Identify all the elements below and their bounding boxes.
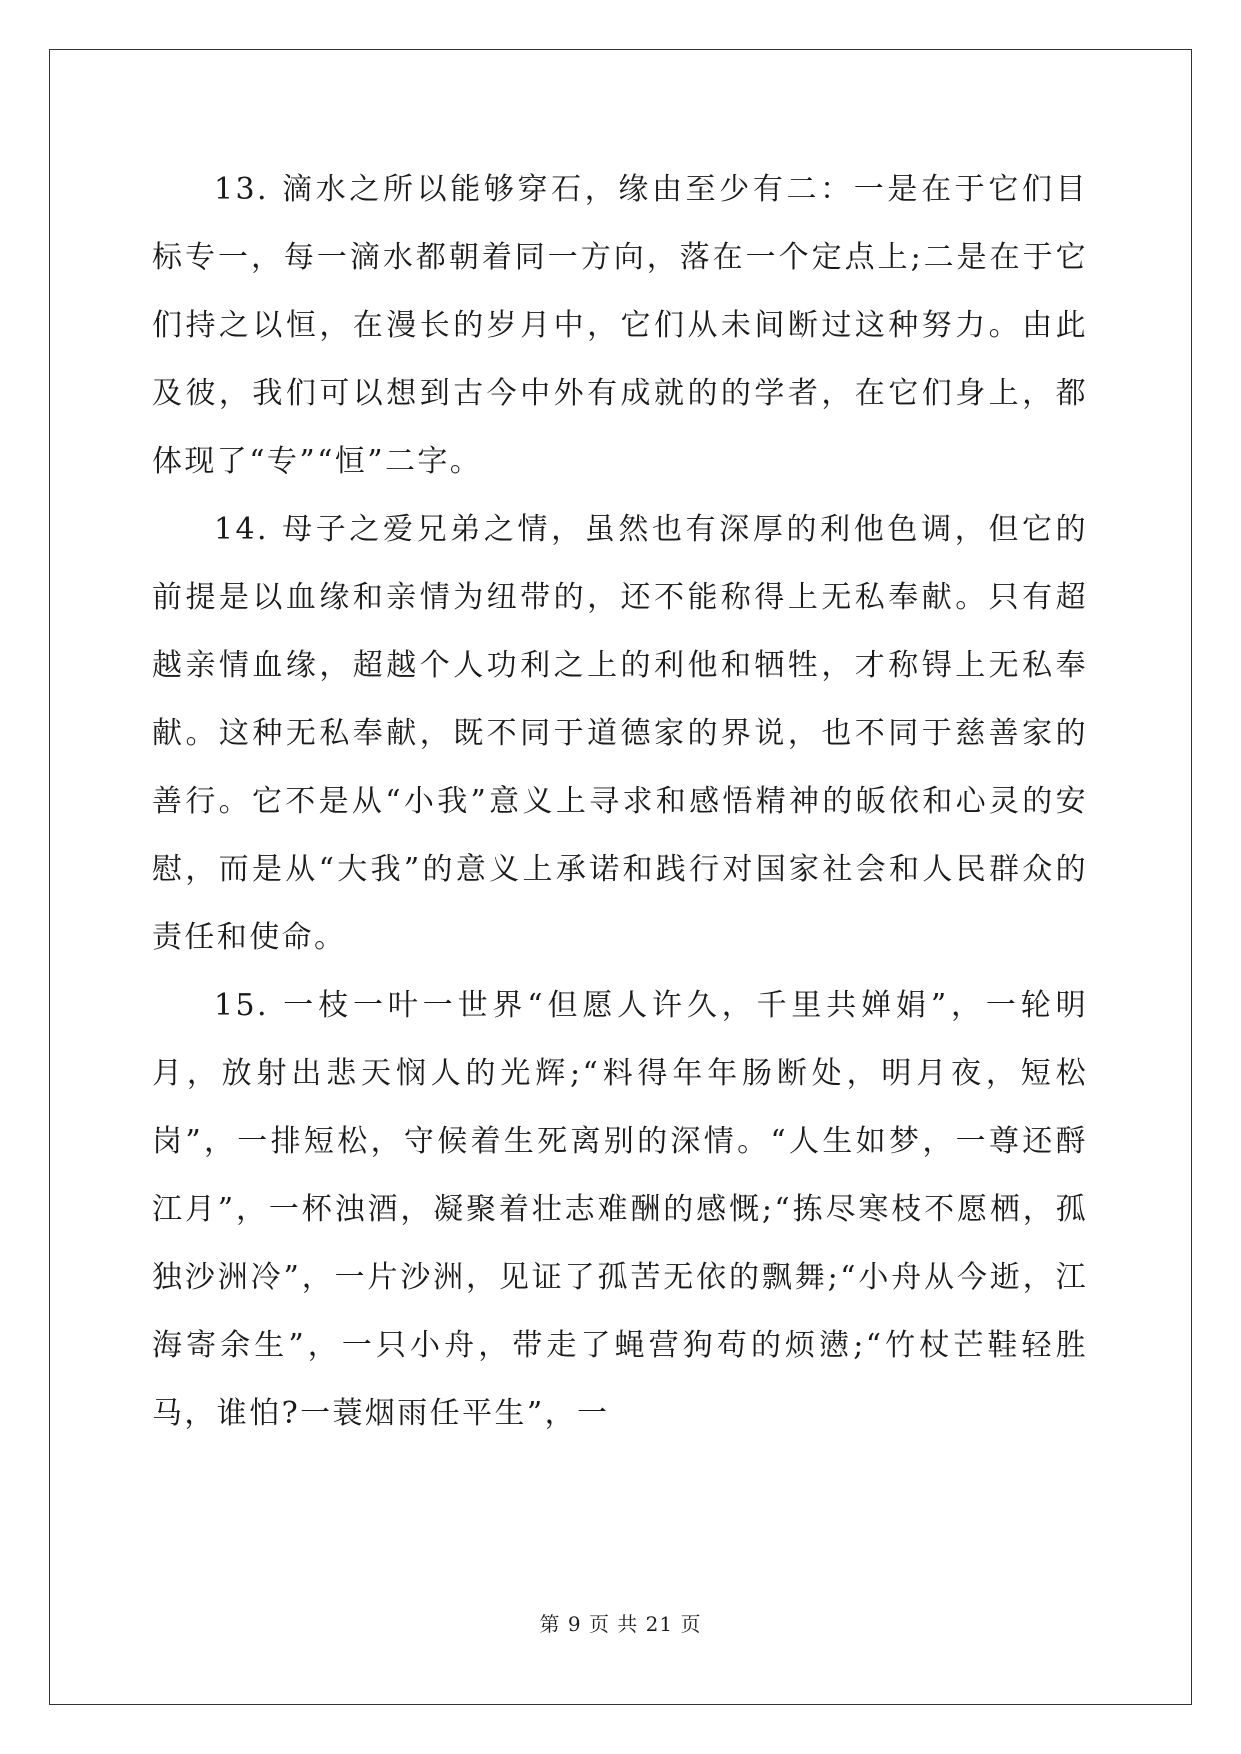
paragraph-15: 15. 一枝一叶一世界“但愿人许久，千里共婵娟”，一轮明月，放射出悲天悯人的光辉;“料得年年肠断处，明月夜，短松岗”，一排短松，守候着生死离别的深情。“人生如梦，一尊还酹江月”，一杯浊酒，凝聚着壮志难酬的感慨;“拣尽寒枝不愿栖，孤独沙洲冷”，一片沙洲，见证了孤苦无依的飘舞;“小舟从今逝，江海寄余生”，一只小舟，带走了蝇营狗苟的烦懑;“竹杖芒鞋轻胜马，谁怕?一蓑烟雨任平生”，一 — [152, 988, 1088, 1431]
paragraph-13: 13. 滴水之所以能够穿石，缘由至少有二：一是在于它们目标专一，每一滴水都朝着同一方向，落在一个定点上;二是在于它们持之以恒，在漫长的岁月中，它们从未间断过这种努力。由此及彼，我们可以想到古今中外有成就的的学者，在它们身上，都体现了“专”“恒”二字。 — [152, 172, 1088, 479]
document-body — [152, 156, 1088, 1448]
paragraph-14: 14. 母子之爱兄弟之情，虽然也有深厚的利他色调，但它的前提是以血缘和亲情为纽带的，还不能称得上无私奉献。只有超越亲情血缘，超越个人功利之上的利他和牺牲，才称锝上无私奉献。这种无私奉献，既不同于道德家的界说，也不同于慈善家的善行。它不是从“小我”意义上寻求和感悟精神的皈依和心灵的安慰，而是从“大我”的意义上承诺和践行对国家社会和人民群众的责任和使命。 — [152, 512, 1088, 955]
page-footer: 第 9 页 共 21 页 — [539, 1612, 702, 1636]
